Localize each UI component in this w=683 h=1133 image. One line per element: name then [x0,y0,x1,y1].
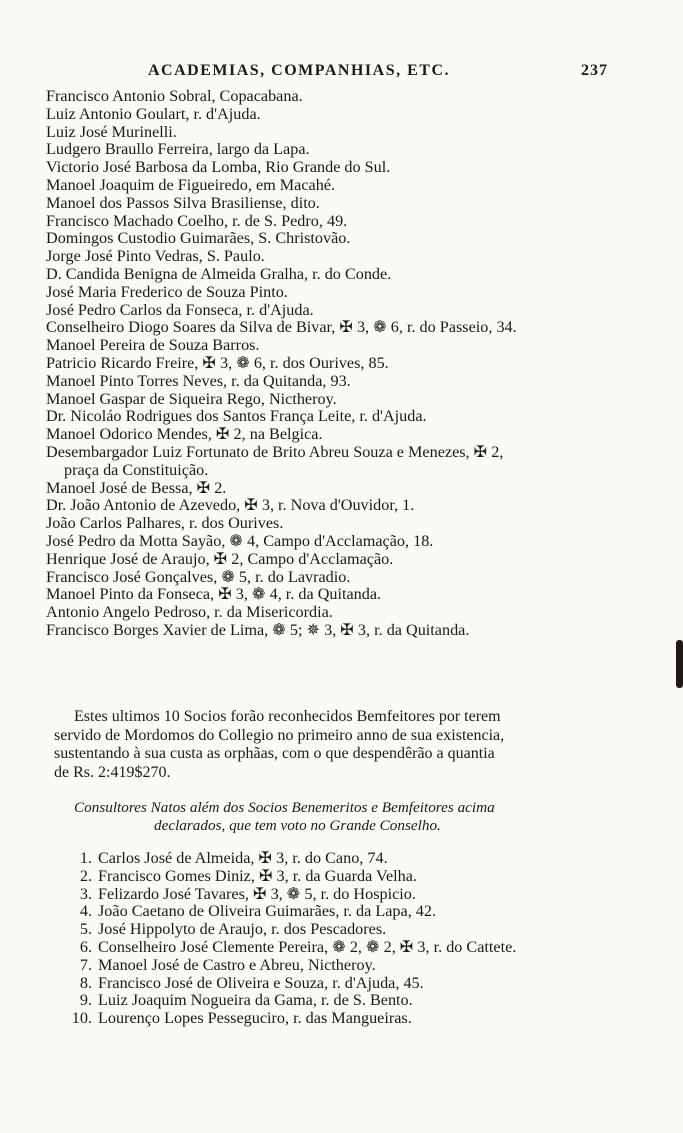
item-number: 8. [79,973,92,992]
list-item: Francisco Antonio Sobral, Copacabana. [46,87,303,105]
consultores-list [56,850,656,1028]
list-item: Manoel Joaquim de Figueiredo, em Macahé. [46,175,336,194]
list-item: João Carlos Palhares, r. dos Ourives. [46,514,284,533]
item-text: Carlos José de Almeida, ✠ 3, r. do Cano, 74. [98,849,388,867]
item-text: Felizardo José Tavares, ✠ 3, ❁ 5, r. do Hospicio. [98,884,416,903]
paragraph-line: servido de Mordomos do Collegio no primeiro anno de sua existencia, [54,726,505,744]
item-text: Francisco José de Oliveira e Souza, r. d'Ajuda, 45. [98,973,424,992]
header-title: ACADEMIAS, COMPANHIAS, ETC. [148,62,450,79]
list-item: Luiz Antonio Goulart, r. d'Ajuda. [46,104,261,123]
list-item: Manoel Gaspar de Siqueira Rego, Nictheroy. [46,389,337,408]
item-number: 1. [79,849,92,867]
list-item: Henrique José de Araujo, ✠ 2, Campo d'Acclamação. [46,549,394,568]
numbered-item [56,957,656,975]
list-item: José Pedro da Motta Sayão, ❁ 4, Campo d'Acclamação, 18. [46,531,434,550]
list-item: Francisco José Gonçalves, ❁ 5, r. do Lavradio. [46,567,351,586]
numbered-item [56,939,656,957]
paragraph-line: de Rs. 2:419$270. [54,763,171,781]
list-item-continuation: praça da Constituição. [64,460,209,479]
item-number: 10. [71,1009,92,1028]
list-item: Antonio Angelo Pedroso, r. da Misericordia. [46,603,333,622]
subheading-line: declarados, que tem voto no Grande Conselho. [154,817,441,834]
list-item: Manoel Pereira de Souza Barros. [46,336,260,355]
item-number: 2. [79,866,92,885]
item-number: 7. [79,955,92,974]
list-item: Dr. João Antonio de Azevedo, ✠ 3, r. Nova d'Ouvidor, 1. [46,496,415,515]
list-item: Victorio José Barbosa da Lomba, Rio Grande do Sul. [46,158,391,177]
list-item: Manoel Pinto da Fonseca, ✠ 3, ❁ 4, r. da Quitanda. [46,585,382,604]
running-header [110,62,608,84]
list-item: Manoel Pinto Torres Neves, r. da Quitanda, 93. [46,371,351,390]
page-number: 237 [581,62,608,79]
numbered-item [56,850,656,868]
item-text: Luiz Joaquim Nogueira da Gama, r. de S. Bento. [98,991,413,1010]
numbered-item [56,992,656,1010]
section-subheading [74,799,634,835]
item-text: Francisco Gomes Diniz, ✠ 3, r. da Guarda Velha. [98,866,417,885]
item-text: Manoel José de Castro e Abreu, Nictheroy. [98,955,376,974]
list-item: José Maria Frederico de Souza Pinto. [46,282,288,301]
list-item: Manoel dos Passos Silva Brasiliense, dito. [46,193,320,212]
item-number: 3. [79,884,92,903]
list-item: Dr. Nicoláo Rodrigues dos Santos França Leite, r. d'Ajuda. [46,407,427,426]
benefactors-note [54,708,629,782]
list-item: Manoel Odorico Mendes, ✠ 2, na Belgica. [46,425,323,444]
item-text: José Hippolyto de Araujo, r. dos Pescadores. [98,920,387,939]
list-item: Jorge José Pinto Vedras, S. Paulo. [46,247,265,266]
numbered-item [56,903,656,921]
list-item: Conselheiro Diogo Soares da Silva de Bivar, ✠ 3, ❁ 6, r. do Passeio, 34. [46,318,517,337]
numbered-item [56,921,656,939]
item-text: Lourenço Lopes Pesseguciro, r. das Mangueiras. [98,1009,412,1028]
list-item: D. Candida Benigna de Almeida Gralha, r. do Conde. [46,264,392,283]
paragraph-line: sustentando à sua custa as orphãas, com o que despendêrão a quantia [54,745,495,762]
list-item: Desembargador Luiz Fortunato de Brito Abreu Souza e Menezes, ✠ 2, [46,442,504,461]
item-number: 9. [79,991,92,1010]
margin-ink-mark [676,640,683,688]
list-item: Luiz José Murinelli. [46,122,177,141]
item-text: Conselheiro José Clemente Pereira, ❁ 2, ❁ 2, ✠ 3, r. do Cattete. [98,937,517,956]
list-item: Domingos Custodio Guimarães, S. Christovão. [46,229,351,248]
item-number: 6. [79,937,92,956]
item-text: João Caetano de Oliveira Guimarães, r. da Lapa, 42. [98,902,437,921]
numbered-item [56,1010,656,1028]
numbered-item [56,868,656,886]
numbered-item [56,975,656,993]
list-item: Manoel José de Bessa, ✠ 2. [46,478,227,497]
item-number: 4. [79,902,92,921]
item-number: 5. [79,920,92,939]
list-item: Francisco Machado Coelho, r. de S. Pedro, 49. [46,211,348,230]
numbered-item [56,886,656,904]
list-item: Patricio Ricardo Freire, ✠ 3, ❁ 6, r. dos Ourives, 85. [46,353,389,372]
list-item: Francisco Borges Xavier de Lima, ❁ 5; ✵ 3, ✠ 3, r. da Quitanda. [46,620,470,639]
list-item: Ludgero Braullo Ferreira, largo da Lapa. [46,140,310,159]
list-item: José Pedro Carlos da Fonseca, r. d'Ajuda. [46,300,314,319]
members-list [46,88,646,640]
paragraph-line: Estes ultimos 10 Socios forão reconhecidos Bemfeitores por terem [74,708,501,725]
subheading-line: Consultores Natos além dos Socios Benemeritos e Bemfeitores acima [74,799,495,816]
